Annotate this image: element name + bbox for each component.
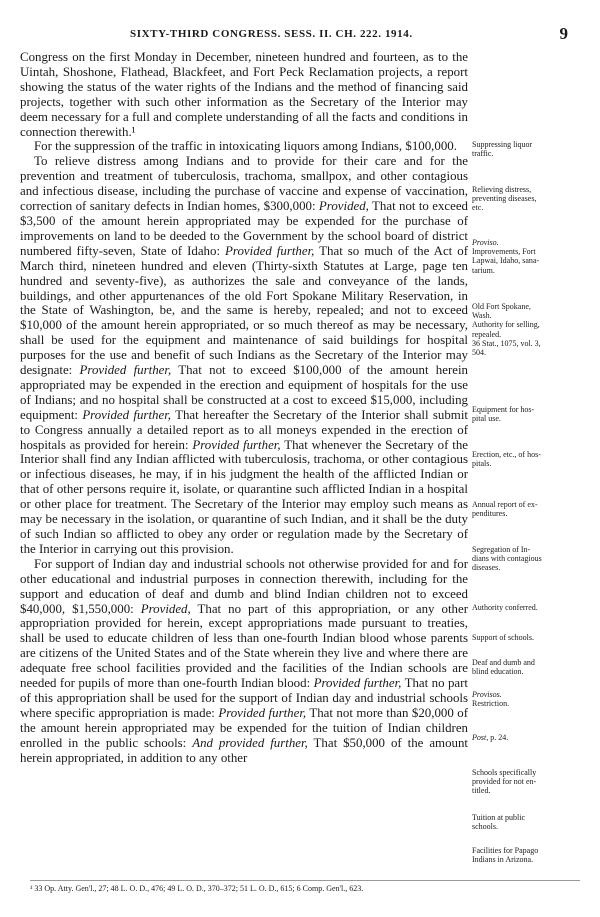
text-run: That hereafter the Secretary of the Interior shall submit to Congress annually a detailed report as to all moneys expended in the erection of hospitals as provided for herein:: [20, 407, 468, 452]
margin-note: [472, 500, 590, 518]
main-text-column: [20, 50, 468, 766]
margin-note-line: Deaf and dumb and: [472, 658, 535, 667]
margin-note: [472, 603, 590, 612]
margin-note: [472, 768, 590, 796]
margin-note-line: Indians in Arizona.: [472, 855, 534, 865]
margin-note-line: Proviso.: [472, 238, 499, 247]
margin-note-line: Wash.: [472, 311, 492, 321]
text-run: For support of Indian day and industrial schools not otherwise provided for and for other educational and industrial purposes in connection therewith, including for the support and education of deaf and dumb and blind Indian children not to exceed $40,000, $1,550,000:: [20, 556, 468, 616]
text-run: That no part of this appropriation shall be used for the support of Indian day and industrial schools where specific appropriation is made:: [20, 676, 468, 720]
text-run: For the suppression of the traffic in intoxicating liquors among Indians, $100,000.: [34, 139, 457, 154]
margin-note-line: Improvements, Fort: [472, 247, 536, 257]
text-run: That so much of the Act of March third, nineteen hundred and eleven (Thirty-sixth Statutes at Large, page ten hundred and seventy-five), as authorizes the sale and conveyance of the lands, buildings, and other appurtenances of the old Fort Spokane Military Reservation, in the State of Washington, be, and the same is hereby, repealed; and not to exceed $10,000 of the amount herein appropriated, or so much thereof as may be necessary, shall be used for the equipment and maintenance of said buildings for hospital purposes for the use and benefit of such Indians as the Secretary of the Interior may designate:: [20, 243, 468, 378]
proviso-phrase: Provided further,: [225, 243, 315, 258]
margin-note-line: etc.: [472, 203, 484, 213]
margin-note-line: provided for not en-: [472, 777, 537, 787]
margin-note: [472, 690, 590, 708]
margin-note: [472, 405, 590, 423]
margin-note-line: Relieving distress,: [472, 185, 532, 194]
proviso-phrase: Provided further,: [192, 437, 281, 452]
margin-note: [472, 658, 590, 676]
margin-note-line: tarium.: [472, 265, 495, 275]
margin-note-line: Suppressing liquor: [472, 140, 533, 149]
margin-note-line: Authority for selling,: [472, 320, 540, 330]
body-paragraph: [20, 50, 468, 139]
margin-note: [472, 813, 590, 831]
margin-note-line: Segregation of In-: [472, 545, 531, 554]
text-run: That whenever the Secretary of the Interior shall find any Indian afflicted with tuberculosis, trachoma, or other contagious or infectious diseases, he may, if in his judgment the health of the afflicted Indian or that of other persons require it, isolate, or quarantine such afflicted Indian in a hospital or other place for treatment. The Secretary of the Interior may employ such means as may be necessary in the isolation, or quarantine of such Indian, and it shall be the duty of such Indian so afflicted to obey any order or regulation made by the Secretary of the Interior in carrying out this provision.: [20, 437, 469, 556]
margin-note-line: Authority conferred.: [472, 603, 538, 612]
text-run: That not to exceed $3,500 of the amount herein appropriated may be expended for the purchase of improvements on land to be deeded to the Government by the school board of district numbered fifty-seven, State of Idaho:: [20, 199, 468, 258]
margin-note-line: Annual report of ex-: [472, 500, 538, 509]
proviso-phrase: Provided further,: [82, 407, 171, 422]
margin-note-line: Lapwai, Idaho, sana-: [472, 256, 540, 266]
margin-note-line: Tuition at public: [472, 813, 526, 822]
margin-note-line: pital use.: [472, 414, 501, 424]
margin-note-line: preventing diseases,: [472, 194, 537, 204]
text-run: To relieve distress among Indians and to provide for their care and for the prevention and treatment of tuberculosis, trachoma, smallpox, and other contagious and infectious disease, including the purchase of vaccine and expense of vaccination, correction of sanitary defects in Indian homes, $300,000:: [20, 154, 468, 214]
margin-note-line: blind education.: [472, 667, 524, 677]
text-run: That $50,000 of the amount herein appropriated, in addition to any other: [20, 735, 468, 765]
margin-note-line: repealed.: [472, 329, 502, 339]
margin-note-line: Schools specifically: [472, 768, 537, 777]
text-run: That no part of this appropriation, or any other appropriation provided for herein, except appropriations made pursuant to treaties, shall be used to educate children of less than one-fourth Indian blood whose parents are citizens of the United States and of the State wherein they live and where there are adequate free school facilities provided and the facilities of the Indian schools are needed for pupils of more than one-fourth Indian blood:: [20, 601, 468, 691]
proviso-phrase: Provided further,: [79, 363, 172, 378]
margin-note-line: penditures.: [472, 509, 508, 519]
body-paragraph: [20, 557, 468, 766]
margin-note: [472, 302, 590, 357]
margin-note-line: Equipment for hos-: [472, 405, 535, 414]
margin-note-line: titled.: [472, 786, 491, 796]
body-paragraph: [20, 139, 468, 154]
margin-note-line: dians with contagious: [472, 554, 542, 564]
text-run: That not to exceed $100,000 of the amount herein appropriated may be expended in the erection and equipment of hospitals for the use of Indians; and no hospital shall be constructed at a cost to exceed $15,000, including equipment:: [20, 363, 469, 422]
margin-note-line: Restriction.: [472, 699, 510, 709]
margin-note-line: traffic.: [472, 149, 494, 159]
proviso-phrase: Provided,: [318, 199, 369, 214]
margin-note-line: 504.: [472, 348, 486, 358]
margin-note-line: Erection, etc., of hos-: [472, 450, 541, 459]
margin-note-line: Provisos.: [472, 690, 502, 699]
margin-note: [472, 733, 590, 742]
proviso-phrase: And provided further,: [192, 735, 308, 750]
page-header: [20, 24, 580, 44]
margin-note-line: Facilities for Papago: [472, 846, 539, 855]
margin-note: [472, 633, 590, 642]
proviso-phrase: Provided,: [140, 601, 191, 616]
text-run: That not more than $20,000 of the amount herein appropriated may be expended for the tuition of Indian children enrolled in the public schools:: [20, 705, 468, 750]
text-run: Congress on the first Monday in December, nineteen hundred and fourteen, as to the Uintah, Shoshone, Flathead, Blackfeet, and Fort Peck Reclamation projects, a report showing the status of the water rights of the Indians and the method of financing said projects, together with such other information as the Secretary of the Interior may deem necessary for a full and complete understanding of all the facts and conditions in connection therewith.¹: [20, 50, 468, 139]
margin-note: [472, 846, 590, 864]
margin-note: [472, 140, 590, 158]
margin-note: [472, 545, 590, 573]
proviso-phrase: Provided further,: [218, 705, 307, 720]
margin-note-line: Old Fort Spokane,: [472, 302, 531, 311]
running-title: SIXTY-THIRD CONGRESS. SESS. II. CH. 222. 1914.: [130, 28, 413, 40]
margin-note: [472, 450, 590, 468]
margin-note-line: diseases.: [472, 563, 501, 573]
body-paragraph: [20, 154, 468, 556]
margin-note: [472, 185, 590, 213]
margin-note-line: pitals.: [472, 459, 492, 469]
page-number: 9: [559, 24, 568, 43]
margin-note-line: schools.: [472, 822, 498, 832]
footnote: ¹ 33 Op. Atty. Gen'l., 27; 48 L. O. D., 476; 49 L. O. D., 370–372; 51 L. O. D., 615; 6 Comp. Gen'l., 623.: [30, 880, 580, 893]
margin-note-line: Support of schools.: [472, 633, 534, 642]
margin-note: [472, 238, 590, 275]
margin-note-line: 36 Stat., 1075, vol. 3,: [472, 338, 541, 348]
proviso-phrase: Provided further,: [313, 676, 402, 691]
margin-note-line: Post, p. 24.: [472, 733, 509, 742]
